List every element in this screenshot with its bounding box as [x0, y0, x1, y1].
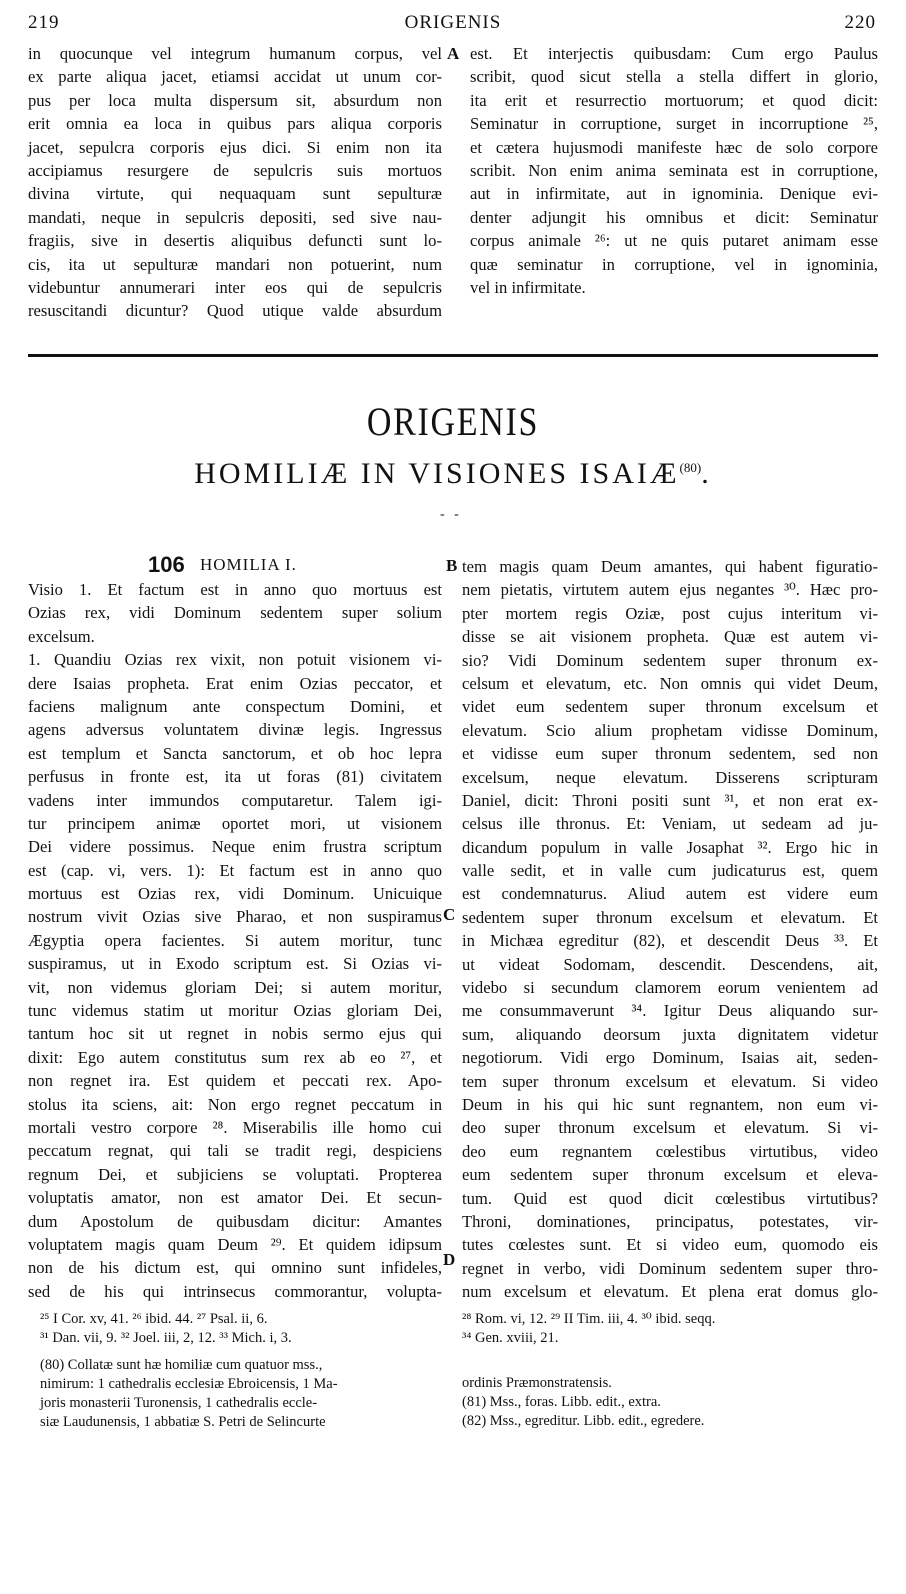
sub-title-end: . — [701, 457, 712, 490]
text-line: ut videat Sodomam, descendit. Descendens, ait, — [462, 954, 878, 974]
text-line: quæ seminatur in corruptione, vel in ignominia, — [470, 254, 878, 274]
text-line: ³⁴ Gen. xviii, 21. — [462, 1330, 559, 1346]
main-left-column — [28, 578, 442, 1303]
text-line: ita erit et resurrectio mortuorum; et quod dicit: — [470, 90, 878, 110]
text-line: denter adjungit his omnibus et dicit: Seminatur — [470, 207, 878, 227]
text-line: dum Apostolum de quibusdam dicitur: Amantes — [28, 1211, 442, 1231]
text-line: (81) Mss., foras. Libb. edit., extra. — [462, 1394, 661, 1410]
title-dash: - - — [440, 507, 462, 522]
text-line: non regnet ira. Est quidem et peccati rex. Apo- — [28, 1071, 442, 1091]
text-line: (80) Collatæ sunt hæ homiliæ cum quatuor mss., — [40, 1357, 323, 1373]
text-line: deo eum regnantem cœlestibus virtutibus, video — [462, 1141, 878, 1161]
text-line: non de his dictum est, qui omnino sunt infideles, — [28, 1258, 442, 1278]
text-line: Dei videre possimus. Neque enim frustra scriptum — [28, 837, 442, 857]
text-line: disse se ait visionem propheta. Quæ est autem vi- — [462, 627, 878, 647]
text-line: eum sedentem super thronum excelsum et eleva- — [462, 1165, 878, 1185]
text-line: mortali vestro corpore ²⁸. Miserabilis ille homo cui — [28, 1117, 442, 1137]
text-line: perfusus in fronte est, ita ut foras (81) civitatem — [28, 767, 442, 787]
text-line: valle sedit, et in valle cum judicaturus est, quem — [462, 861, 878, 881]
sub-title — [0, 457, 906, 491]
text-line: ordinis Præmonstratensis. — [462, 1375, 612, 1391]
text-line: sio? Vidi Dominum sedentem super thronum ex- — [462, 650, 878, 670]
editor-notes-right — [462, 1374, 867, 1431]
text-line: regnum Dei, et subjiciens se voluptati. Propterea — [28, 1164, 442, 1184]
text-line: in Michæa egreditur (82), et descendit Deus ³³. Et — [462, 931, 878, 951]
text-line: corpus animale ²⁶: ut ne quis putaret animam esse — [470, 231, 878, 251]
text-line: ²⁸ Rom. vi, 12. ²⁹ II Tim. iii, 4. ³⁰ ibid. seqq. — [462, 1311, 716, 1327]
text-line: num excelsum et elevatum. Et plena erat domus glo- — [462, 1282, 878, 1302]
text-line: mandati, neque in sepulcris depositi, sed sive nau- — [28, 207, 442, 227]
text-line: in quocunque vel integrum humanum corpus, vel — [28, 44, 442, 63]
text-line: sed de his qui intrinsecus commorantur, volupta- — [28, 1281, 442, 1301]
text-line: dicandum populum in valle Josaphat ³². Ergo hic in — [462, 837, 878, 857]
text-line: siæ Laudunensis, 1 abbatiæ S. Petri de Selincurte — [40, 1414, 326, 1430]
section-divider — [28, 354, 878, 357]
text-line: scribit, quod sicut stella a stella differt in glorio, — [470, 67, 878, 87]
text-line: accipiamus resurgere de sepulcris suis mortuos — [28, 160, 442, 180]
text-line: voluptatem magis quam Deum ²⁹. Et quidem idipsum — [28, 1234, 442, 1254]
text-line: pter mortem regis Oziæ, post cujus interitum vi- — [462, 603, 878, 623]
margin-letter-c: C — [443, 905, 456, 924]
page-number-right: 220 — [844, 12, 876, 33]
text-line: ³¹ Dan. vii, 9. ³² Joel. iii, 2, 12. ³³ Mich. i, 3. — [40, 1330, 292, 1346]
text-line: Ozias rex, vidi Dominum sedentem super solium — [28, 603, 442, 623]
text-line: ex parte aliqua jacet, etiamsi accidat ut unum cor- — [28, 67, 442, 87]
column-number: 106 — [148, 552, 185, 577]
text-line: nostrum vivit Ozias sive Pharao, et non suspiramus — [28, 907, 442, 927]
text-line: divina virtute, qui nequaquam sunt sepulturæ — [28, 184, 442, 204]
footnote-refs-left — [40, 1310, 292, 1348]
text-line: est. Et interjectis quibusdam: Cum ergo Paulus — [470, 44, 878, 63]
text-line: Seminatur in corruptione, surget in incorruptione ²⁵, — [470, 114, 878, 134]
text-line: tum. Quid est quod dicit cœlestibus virtutibus? — [462, 1188, 878, 1208]
sub-title-text: HOMILIÆ IN VISIONES ISAIÆ — [194, 457, 680, 490]
text-line: tem magis quam Deum amantes, qui habent figuratio- — [462, 557, 878, 576]
editor-notes-left — [40, 1356, 445, 1432]
text-line: et cætera hujusmodi manifeste hæc de solo corpore — [470, 137, 878, 157]
text-line: Daniel, dicit: Throni positi sunt ³¹, et non erat ex- — [462, 790, 878, 810]
text-line: celsus ille thronus. Et: Veniam, ut sedeam ad ju- — [462, 814, 878, 834]
text-line: me consummaverunt ³⁴. Igitur Deus aliquando sur- — [462, 1001, 878, 1021]
text-line: excelsum, neque elevatum. Disserens scripturam — [462, 767, 878, 787]
text-line: vadens inter immundos computaretur. Talem igi- — [28, 790, 442, 810]
text-line: voluptatis amator, non est amator Dei. Et secun- — [28, 1188, 442, 1208]
text-line: nimirum: 1 cathedralis ecclesiæ Ebroicensis, 1 Ma- — [40, 1376, 338, 1392]
text-line: videbuntur annumerari inter eos qui de sepulcris — [28, 277, 442, 297]
text-line: videbo si secundum clamorem eorum venientem ad — [462, 978, 878, 998]
text-line: suspiramus, ut in Exodo scriptum est. Si Ozias vi- — [28, 954, 442, 974]
sub-title-note: (80) — [679, 460, 702, 475]
text-line: tutes cœlestes sunt. Et si video eum, quomodo eis — [462, 1235, 878, 1255]
text-line: excelsum. — [28, 626, 95, 646]
text-line: et vidisse eum super thronum sedentem, sed non — [462, 744, 878, 764]
text-line: sedentem super thronum excelsum et elevatum. Et — [462, 907, 878, 927]
text-line: (82) Mss., egreditur. Libb. edit., egredere. — [462, 1413, 705, 1429]
text-line: resuscitandi dicuntur? Quod utique valde absurdum — [28, 301, 442, 321]
text-line: faciens malignum ante conspectum Domini, et — [28, 696, 442, 716]
main-title: ORIGENIS — [366, 399, 540, 444]
text-line: Deum in his qui hic sunt regnantem, non eum vi- — [462, 1094, 878, 1114]
text-line: nem pietatis, virtutem autem ejus negantes ³⁰. Hæc pro- — [462, 580, 878, 600]
text-line: aut in infirmitate, aut in ignominia. Denique evi- — [470, 184, 878, 204]
text-line: negotiorum. Vidi ergo Dominum, Isaias ait, seden- — [462, 1048, 878, 1068]
text-line: videt eum sedentem super thronum excelsum et — [462, 697, 878, 717]
text-line: est condemnaturus. Aliud autem est videre eum — [462, 884, 878, 904]
page-number-left: 219 — [28, 12, 60, 33]
top-left-column — [28, 42, 442, 323]
text-line: fragiis, sive in desertis aliquibus defuncti sunt lo- — [28, 231, 442, 251]
text-line: ²⁵ I Cor. xv, 41. ²⁶ ibid. 44. ²⁷ Psal. ii, 6. — [40, 1311, 268, 1327]
margin-letter-a: A — [447, 44, 460, 63]
running-title: ORIGENIS — [404, 12, 502, 33]
text-line: vit, non videmus gloriam Dei; si autem moritur, — [28, 977, 442, 997]
text-line: erit omnia ea loca in quibus pars aliqua corporis — [28, 114, 442, 134]
text-line: Ægyptia opera facientes. Si autem moritur, tunc — [28, 930, 442, 950]
text-line: elevatum. Scio alium prophetam vidisse Dominum, — [462, 720, 878, 740]
text-line: 1. Quandiu Ozias rex vixit, non potuit visionem vi- — [28, 650, 442, 670]
text-line: regnet in verbo, vidi Dominum sedentem super thro- — [462, 1258, 878, 1278]
main-right-column — [462, 555, 878, 1304]
text-line: dere Isaias propheta. Erat enim Ozias peccator, et — [28, 673, 442, 693]
margin-letter-d: D — [443, 1250, 456, 1269]
text-line: cis, ita ut sepulturæ mandari non potuerint, num — [28, 254, 442, 274]
text-line: tunc videmus statim ut moritur Ozias gloriam Dei, — [28, 1001, 442, 1021]
text-line: joris monasterii Turonensis, 1 cathedralis eccle- — [40, 1395, 318, 1411]
text-line: peccatum regnat, qui tali se tradit regi, despiciens — [28, 1141, 442, 1161]
top-right-column — [470, 42, 878, 299]
text-line: sum, aliquando deorsum juxta dignitatem videtur — [462, 1024, 878, 1044]
text-line: celsum et elevatum, etc. Non omnis qui videt Deum, — [462, 673, 878, 693]
text-line: Visio 1. Et factum est in anno quo mortuus est — [28, 580, 442, 599]
homily-label: HOMILIA I. — [200, 555, 297, 574]
text-line: pus per loca multa dispersum sit, absurdum non — [28, 90, 442, 110]
text-line: jacet, sepulcra corporis ejus dici. Si enim non ita — [28, 137, 442, 157]
text-line: vel in infirmitate. — [470, 277, 586, 297]
text-line: scribit. Non enim anima seminata est in corruptione, — [470, 160, 878, 180]
text-line: est templum et Sancta sanctorum, et ob hoc lepra — [28, 743, 442, 763]
margin-letter-b: B — [446, 556, 458, 575]
text-line: agens adversus voluntatem divinæ legis. Ingressus — [28, 720, 442, 740]
text-line: mortuus est Ozias rex, vidi Dominum. Unicuique — [28, 884, 442, 904]
text-line: stolus ita sciens, ait: Non ergo regnet peccatum in — [28, 1094, 442, 1114]
text-line: tantum hoc sit ut regnet in nobis sermo ejus qui — [28, 1024, 442, 1044]
footnote-refs-right — [462, 1310, 715, 1348]
text-line: tur principem animæ oportet mori, ut visionem — [28, 813, 442, 833]
text-line: est (cap. vi, vers. 1): Et factum est in anno quo — [28, 860, 442, 880]
text-line: dixit: Ego autem constitutus sum rex ab eo ²⁷, et — [28, 1047, 442, 1067]
text-line: deo super thronum excelsum et elevatum. Si vi- — [462, 1118, 878, 1138]
text-line: tem super thronum excelsum et elevatum. Si video — [462, 1071, 878, 1091]
text-line: Throni, dominationes, principatus, potestates, vir- — [462, 1211, 878, 1231]
